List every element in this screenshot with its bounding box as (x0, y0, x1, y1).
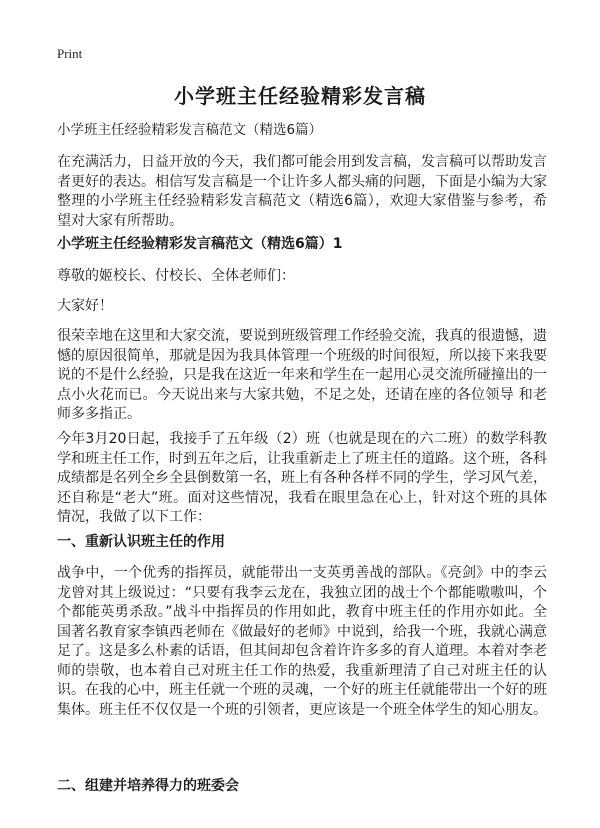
greeting-line: 尊敬的姬校长、付校长、全体老师们： (57, 268, 295, 284)
page-title: 小学班主任经验精彩发言稿 (174, 84, 426, 108)
section-heading: 小学班主任经验精彩发言稿范文（精选6篇）1 (57, 236, 343, 252)
hello-line: 大家好！ (57, 298, 113, 314)
body-paragraph-2: 今年3月20日起，我接手了五年级（2）班（也就是现在的六二班）的数学科教学和班主任工作，时到五年之后，让我重新走上了班主任的道路。这个班，各科成绩都是名列全乡全县倒数第一名，班上有各种各样不同的学生，学习风气差，还自称是“老大”班。面对这些情况，我看在眼里急在心上，针对这个班的具体情况，我做了以下工作： (57, 431, 547, 525)
body-paragraph-1: 很荣幸地在这里和大家交流，要说到班级管理工作经验交流，我真的很遗憾，遗憾的原因很简单，那就是因为我具体管理一个班级的时间很短，所以接下来我要说的不是什么经验，只是我在这近一年来和学生在一起用心灵交流所碰撞出的一点小火花而已。今天说出来与大家共勉，不足之处，还请在座的各位领导 和老师多多指正。 (57, 328, 547, 422)
subheading-2: 二、组建并培养得力的班委会 (57, 778, 239, 794)
document-subtitle: 小学班主任经验精彩发言稿范文（精选6篇） (57, 122, 323, 138)
print-link[interactable]: Print (57, 46, 83, 61)
subheading-1: 一、重新认识班主任的作用 (57, 534, 225, 550)
body-paragraph-3: 战争中，一个优秀的指挥员，就能带出一支英勇善战的部队。《亮剑》中的李云龙曾对其上级说过：“只要有我李云龙在，我独立团的战士个个都能嗷嗷叫，个个都能英勇杀敌。”战斗中指挥员的作用如此，教育中班主任的作用亦如此。全国著名教育家李镇西老师在《做最好的老师》中说到，给我一个班，我就心满意足了。这是多么朴素的话语，但其间却包含着许许多多的育人道理。本着对李老师的崇敬，也本着自己对班主任工作的热爱，我重新理清了自己对班主任的认识。在我的心中，班主任就一个班的灵魂，一个好的班主任就能带出一个好的班集体。班主任不仅仅是一个班的引领者，更应该是一个班全体学生的知心朋友。 (57, 565, 547, 718)
intro-paragraph: 在充满活力，日益开放的今天，我们都可能会用到发言稿，发言稿可以帮助发言者更好的表达。相信写发言稿是一个让许多人都头痛的问题，下面是小编为大家整理的小学班主任经验精彩发言稿范文（精选6篇），欢迎大家借鉴与参考，希望对大家有所帮助。 (57, 154, 547, 229)
